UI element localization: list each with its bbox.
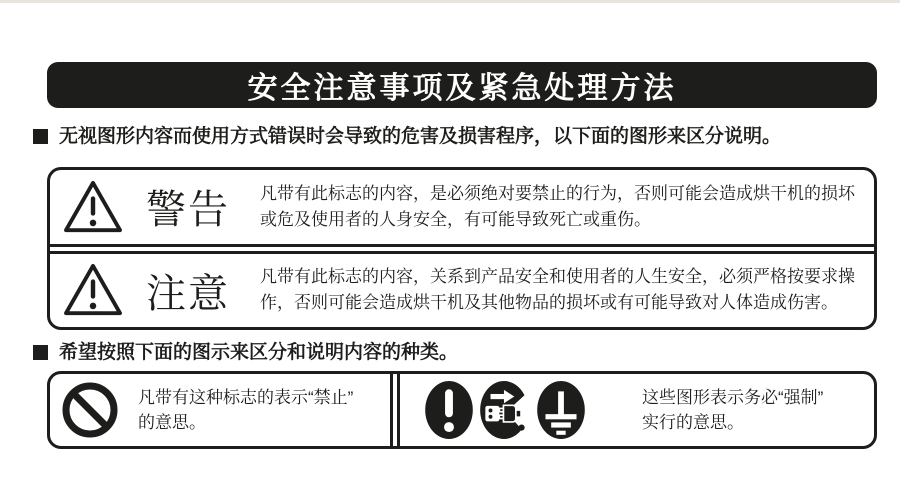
- desc-line: 凡带有此标志的内容，关系到产品安全和使用者的人生安全，必须严格按要求操: [260, 267, 855, 287]
- mandatory-desc: [642, 385, 823, 435]
- warning-table: [47, 167, 877, 330]
- symbol-legend-box: [47, 371, 877, 449]
- square-bullet-icon: [33, 345, 48, 360]
- desc-line: 或危及使用者的人身安全，有可能导致死亡或重伤。: [260, 209, 651, 229]
- desc-line: 的意思。: [138, 413, 206, 432]
- prohibition-desc: [138, 385, 353, 435]
- page-title: 安全注意事项及紧急处理方法: [247, 72, 677, 105]
- table-column-divider: [390, 374, 400, 446]
- section-heading-symbols: [33, 341, 458, 364]
- scan-edge-strip: [0, 0, 900, 3]
- table-row-divider: [50, 244, 874, 254]
- ground-icon: [536, 380, 586, 440]
- desc-line: 作，否则可能会造成烘干机及其他物品的损坏或有可能导致对人体造成伤害。: [260, 293, 838, 313]
- mandatory-icons: [424, 380, 586, 440]
- desc-line: 凡带有此标志的内容，是必须绝对要禁止的行为，否则可能会造成烘干机的损坏: [260, 183, 855, 203]
- caution-row: [50, 254, 874, 328]
- exclamation-circle-icon: [424, 380, 474, 440]
- warning-row-label: 警告: [146, 188, 230, 233]
- title-banner: [47, 62, 877, 108]
- section-heading-text: 无视图形内容而使用方式错误时会导致的危害及损害程序，以下面的图形来区分说明。: [59, 126, 782, 147]
- prohibition-icon: [62, 382, 118, 438]
- desc-line: 实行的意思。: [642, 413, 744, 432]
- caution-row-label: 注意: [146, 271, 230, 316]
- square-bullet-icon: [33, 129, 48, 144]
- warning-triangle-icon: [62, 179, 124, 235]
- mandatory-cell: [400, 374, 874, 446]
- desc-line: 凡带有这种标志的表示“禁止”: [138, 388, 354, 407]
- warning-row: [50, 170, 874, 244]
- section-heading-text: 希望按照下面的图示来区分和说明内容的种类。: [59, 342, 459, 363]
- caution-row-desc: [252, 264, 858, 316]
- desc-line: 这些图形表示务必“强制”: [642, 388, 824, 407]
- warning-triangle-icon: [62, 262, 124, 318]
- unplug-icon: [479, 380, 531, 440]
- warning-row-desc: [252, 181, 858, 233]
- section-heading-hazard: [33, 125, 781, 148]
- prohibition-cell: [50, 374, 390, 446]
